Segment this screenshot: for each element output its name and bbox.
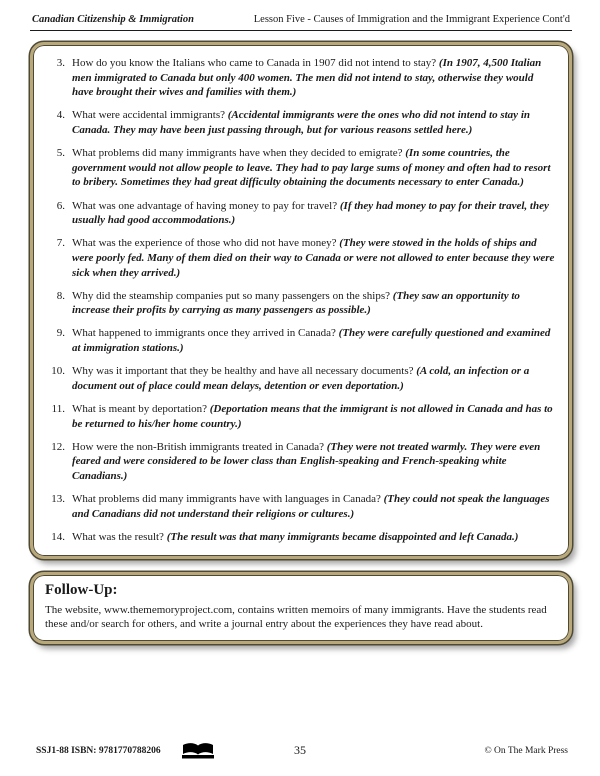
question-number: 6. [56,199,65,212]
book-icon [182,742,214,763]
answer-text: (Accidental immigrants were the ones who did not intend to stay in Canada. They may have been just passing through, but for various reasons settled here.) [72,109,530,136]
page-header [30,10,572,31]
answer-text: (Deportation means that the immigrant is not allowed in Canada and has to be returned to his/her home country.) [72,402,553,430]
question-item [39,326,557,355]
question-item [39,364,557,393]
answer-text: (A cold, an infection or a document out of place could mean delays, detention or even deportation.) [72,365,530,392]
question-number: 13. [51,493,65,505]
answer-text: (They could not speak the languages and Canadians did not understand their religions or cultures.) [72,493,550,520]
question-text [72,402,557,431]
question-label: What was the experience of those who did not have money? [72,237,337,250]
question-number: 3. [56,57,65,69]
question-label: What happened to immigrants once they arrived in Canada? [72,327,336,340]
question-text [72,440,557,484]
footer-isbn: SSJ1-88 ISBN: 9781770788206 [36,746,161,756]
page-footer [32,740,568,764]
question-item [39,492,557,521]
question-text [72,364,557,393]
question-text [72,530,518,545]
question-item [39,402,557,431]
answer-text: (If they had money to pay for their travel, they usually had good accommodations.) [72,199,549,227]
question-number: 12. [51,440,65,453]
question-number: 11. [51,402,65,415]
question-text [72,326,557,355]
question-label: What problems did many immigrants have when they decided to emigrate? [72,147,403,160]
question-text [72,146,557,190]
question-label: Why did the steamship companies put so many passengers on the ships? [72,289,391,302]
question-text [72,492,557,521]
question-number: 9. [56,327,65,340]
question-item [39,289,557,318]
answer-text: (They saw an opportunity to increase their profits by carrying as many passengers as possible.) [72,289,520,317]
footer-copyright: © On The Mark Press [484,746,568,756]
question-item [39,56,557,100]
question-item [39,146,557,190]
page-number: 35 [294,743,306,757]
question-item [39,199,557,228]
question-number: 4. [56,109,65,122]
question-label: How do you know the Italians who came to Canada in 1907 did not intend to stay? [72,57,437,69]
question-item [39,236,557,280]
follow-up-box [30,572,572,644]
question-text [72,199,557,228]
answer-text: (They were carefully questioned and examined at immigration stations.) [72,327,551,354]
question-label: What problems did many immigrants have with languages in Canada? [72,493,381,505]
answer-text: (The result was that many immigrants became disappointed and left Canada.) [166,530,519,543]
question-label: What is meant by deportation? [72,402,208,415]
question-item [39,440,557,484]
question-label: What was the result? [72,530,164,543]
question-number: 14. [51,530,65,543]
question-label: Why was it important that they be healthy and have all necessary documents? [72,365,414,378]
follow-up-title: Follow-Up: [45,581,118,598]
header-series-title: Canadian Citizenship & Immigration [32,14,194,25]
follow-up-body: The website, www.thememoryproject.com, contains written memoirs of many immigrants. Have the students read these and/or search for others, and write a journal entry about the experiences they have read about. [45,603,547,631]
question-label: What was one advantage of having money to pay for travel? [72,199,338,212]
question-text [72,56,557,100]
question-item [39,108,557,137]
question-text [72,108,557,137]
questions-box [30,42,572,559]
question-number: 10. [51,365,65,378]
question-label: What were accidental immigrants? [72,109,226,122]
answer-text: (In some countries, the government would not allow people to leave. They had to pay large sums of money and often had to resort to bribery. Sometimes they had great difficulty obtaining the documents necessary to enter Canada.) [72,147,551,189]
answer-text: (In 1907, 4,500 Italian men immigrated to Canada but only 400 women. The men did not intend to stay, otherwise they would have brought their wives and families with them.) [72,57,542,99]
answer-text: (They were not treated warmly. They were even feared and were considered to be lower class than English-speaking and French-speaking white Canadians.) [72,440,541,482]
header-lesson-title: Lesson Five - Causes of Immigration and the Immigrant Experience Cont'd [253,14,570,25]
question-item [39,530,557,545]
question-text [72,236,557,280]
answer-text: (They were stowed in the holds of ships and were poorly fed. Many of them died on their way to Canada or were not allowed to enter because they were sick when they arrived.) [72,237,555,279]
question-number: 8. [56,289,65,302]
question-number: 7. [56,237,65,250]
question-label: How were the non-British immigrants treated in Canada? [72,440,325,453]
question-text [72,289,557,318]
question-number: 5. [56,147,65,160]
